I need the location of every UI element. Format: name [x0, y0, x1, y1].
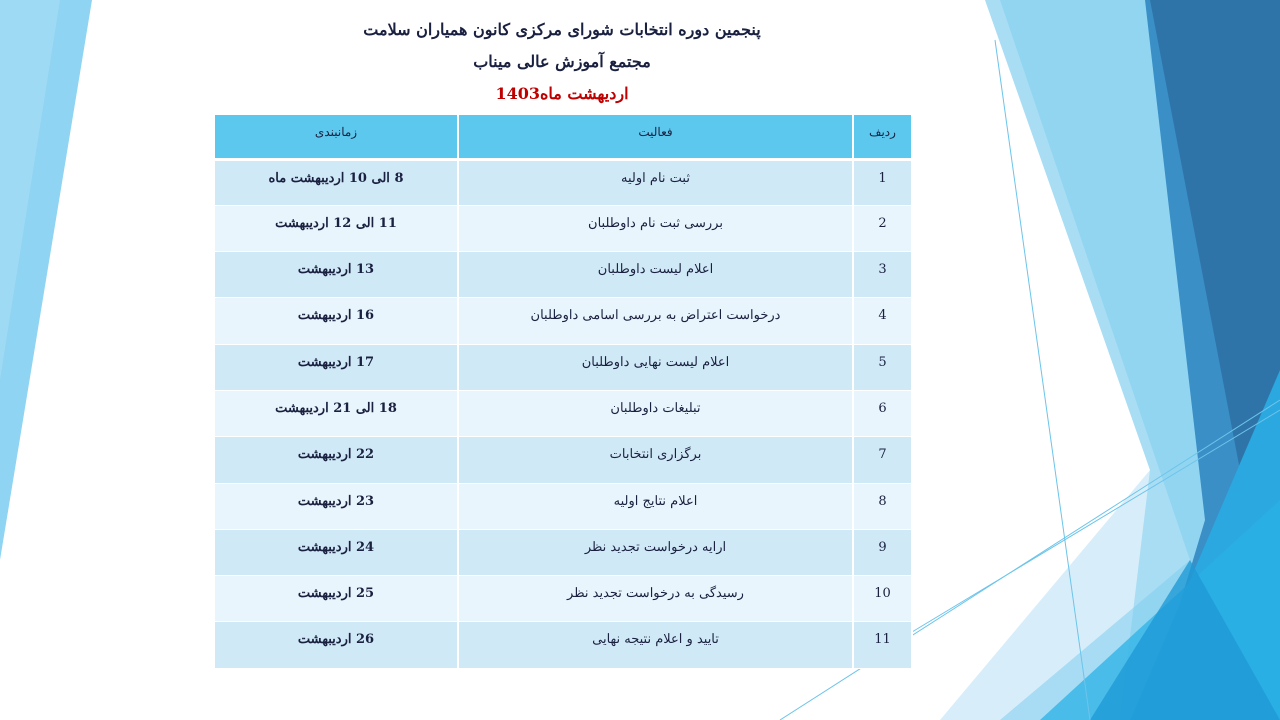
row-number: 8: [853, 483, 912, 529]
activity-cell: اعلام لیست نهایی داوطلبان: [458, 344, 853, 390]
table-row: [214, 622, 912, 668]
row-number: 7: [853, 437, 912, 483]
schedule-table: [213, 115, 913, 669]
schedule-cell: 24 اردیبهشت: [214, 529, 458, 575]
schedule-cell: 22 اردیبهشت: [214, 437, 458, 483]
column-header-activity: فعالیت: [458, 115, 853, 159]
title-block: [213, 14, 911, 110]
title-institution: مجتمع آموزش عالی میناب: [473, 52, 651, 71]
row-number: 9: [853, 529, 912, 575]
schedule-cell: 23 اردیبهشت: [214, 483, 458, 529]
schedule-cell: 11 الی 12 اردیبهشت: [214, 205, 458, 251]
schedule-cell: 13 اردیبهشت: [214, 252, 458, 298]
activity-cell: بررسی ثبت نام داوطلبان: [458, 205, 853, 251]
activity-cell: تایید و اعلام نتیجه نهایی: [458, 622, 853, 668]
activity-cell: رسیدگی به درخواست تجدید نظر: [458, 576, 853, 622]
table-row: [214, 298, 912, 344]
title-date: اردیهشت ماه1403: [495, 84, 629, 103]
title-election: پنجمین دوره انتخابات شورای مرکزی کانون همیاران سلامت: [363, 20, 761, 39]
row-number: 1: [853, 159, 912, 205]
activity-cell: اعلام نتایج اولیه: [458, 483, 853, 529]
row-number: 11: [853, 622, 912, 668]
activity-cell: اعلام لیست داوطلبان: [458, 252, 853, 298]
row-number: 4: [853, 298, 912, 344]
schedule-cell: 25 اردیبهشت: [214, 576, 458, 622]
activity-cell: ثبت نام اولیه: [458, 159, 853, 205]
table-row: [214, 252, 912, 298]
table-row: [214, 344, 912, 390]
row-number: 3: [853, 252, 912, 298]
schedule-cell: 16 اردیبهشت: [214, 298, 458, 344]
column-header-schedule: زمانبندی: [214, 115, 458, 159]
schedule-cell: 17 اردیبهشت: [214, 344, 458, 390]
table-row: [214, 437, 912, 483]
row-number: 2: [853, 205, 912, 251]
table-header-row: [214, 115, 912, 159]
table-row: [214, 390, 912, 436]
row-number: 5: [853, 344, 912, 390]
row-number: 10: [853, 576, 912, 622]
table-row: [214, 483, 912, 529]
table-row: [214, 529, 912, 575]
activity-cell: تبلیغات داوطلبان: [458, 390, 853, 436]
table-row: [214, 205, 912, 251]
activity-cell: ارایه درخواست تجدید نظر: [458, 529, 853, 575]
table-row: [214, 576, 912, 622]
activity-cell: درخواست اعتراض به بررسی اسامی داوطلبان: [458, 298, 853, 344]
schedule-cell: 8 الی 10 اردیبهشت ماه: [214, 159, 458, 205]
schedule-cell: 26 اردیبهشت: [214, 622, 458, 668]
table-row: [214, 159, 912, 205]
row-number: 6: [853, 390, 912, 436]
schedule-cell: 18 الی 21 اردیبهشت: [214, 390, 458, 436]
activity-cell: برگزاری انتخابات: [458, 437, 853, 483]
column-header-row-number: ردیف: [853, 115, 912, 159]
